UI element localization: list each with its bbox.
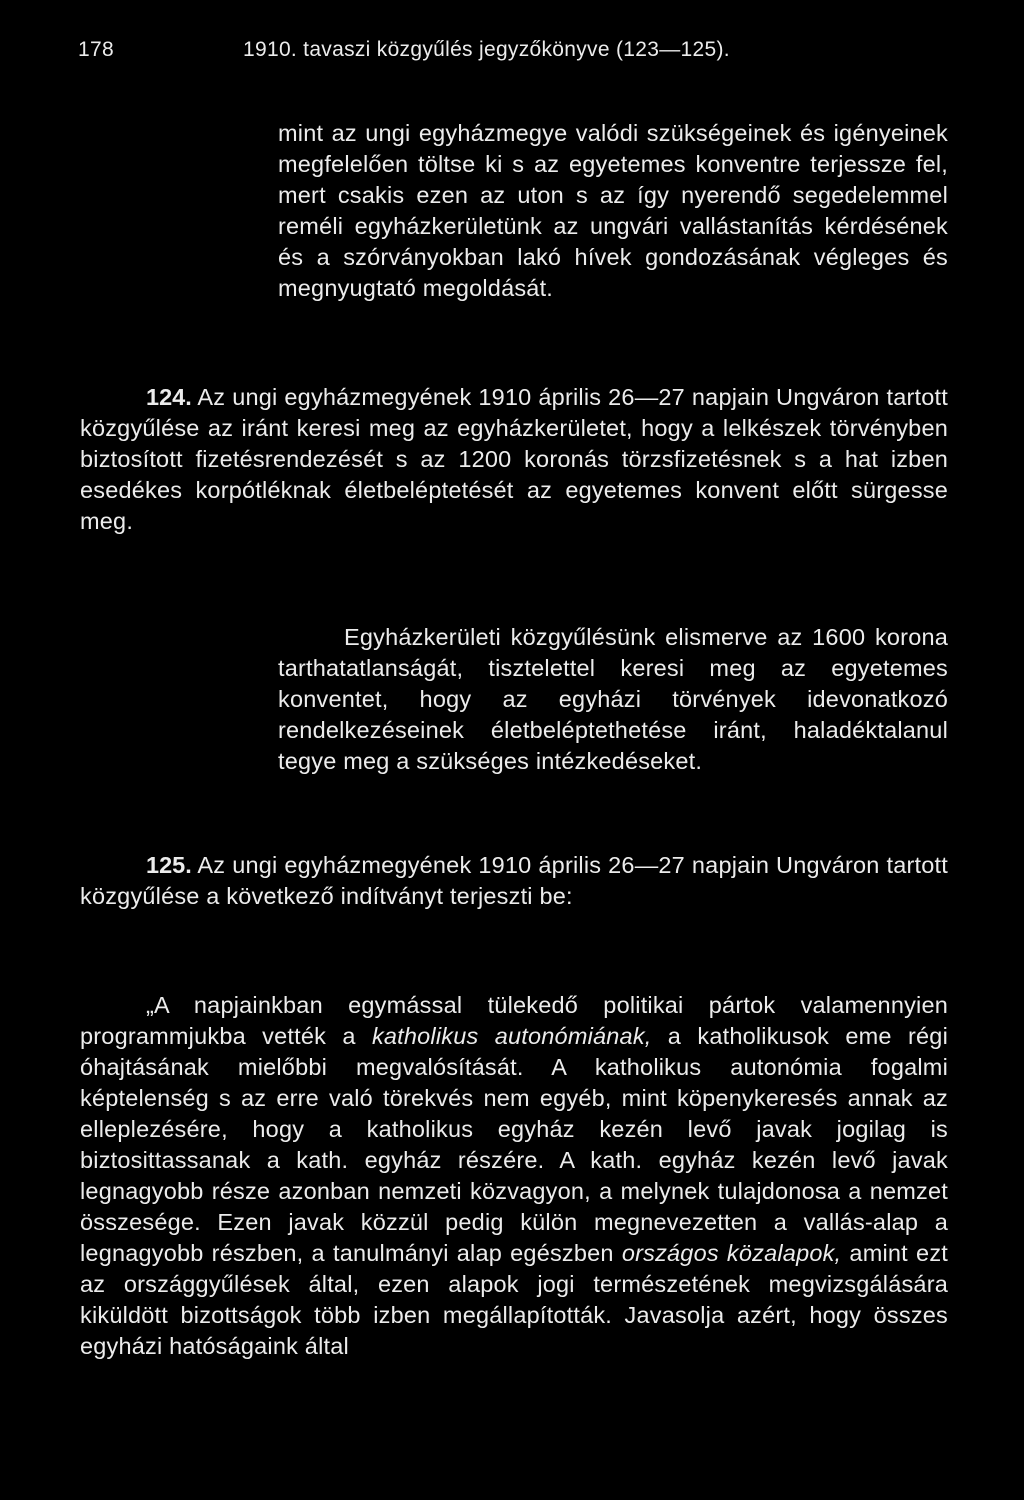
paragraph-text: Az ungi egyházmegyének 1910 április 26—27 napjain Ungváron tartott közgyűlése a következő indítványt terjeszti be:: [80, 852, 948, 909]
section-number: 124.: [146, 384, 192, 410]
italic-phrase: országos közalapok,: [621, 1240, 842, 1266]
paragraph-text: a katholikusok eme régi óhajtásának mielőbbi megvalósítását. A katholikus autonómia fogalmi képtelenség s az erre való törekvés nem egyéb, mint köpenykeresés annak az elleplezésére, hogy a katholikus egyház kezén levő javak jogilag is biztosittassanak a kath. egyház részére. A kath. egyház kezén levő javak legnagyobb része azonban nemzeti közvagyon, a melynek tulajdonosa a nemzet összesége. Ezen javak közzül pedig külön megnevezetten a vallás-alap a legnagyobb részben, a tanulmányi alap egészben: [80, 1023, 948, 1266]
paragraph-text: amint ezt az országgyűlések által, ezen alapok jogi természetének megvizsgálására kiküldött bizottságok több izben megállapították. Javasolja azért, hogy összes egyházi hatóságaink által: [80, 1240, 948, 1359]
paragraph-quotation: [80, 990, 948, 1362]
paragraph-text: mint az ungi egyházmegye valódi szükségeinek és igényeinek megfelelően töltse ki s az egyetemes konventre terjessze fel, mert csakis ezen az uton s az így nyerendő segedelemmel reméli egyházkerületünk az ungvári vallástanítás kérdésének és a szórványokban lakó hívek gondozásának végleges és megnyugtató megoldását.: [278, 120, 948, 301]
running-header: [78, 38, 958, 68]
paragraph-125: [80, 850, 948, 912]
section-number: 125.: [146, 852, 192, 878]
paragraph-124: [80, 382, 948, 537]
paragraph-resolution: [278, 622, 948, 777]
paragraph-text: Az ungi egyházmegyének 1910 április 26—27 napjain Ungváron tartott közgyűlése az iránt keresi meg az egyházkerületet, hogy a lelkészek törvényben biztosított fizetésrendezését s az 1200 koronás törzsfizetésnek s a hat izben esedékes korpótléknak életbeléptetését az egyetemes konvent előtt sürgesse meg.: [80, 384, 948, 534]
running-title: 1910. tavaszi közgyűlés jegyzőkönyve (123—125).: [243, 38, 730, 61]
paragraph-text: Egyházkerületi közgyűlésünk elismerve az 1600 korona tarthatatlanságát, tisztelettel keresi meg az egyetemes konventet, hogy az egyházi törvények idevonatkozó rendelkezéseinek életbeléptethetése iránt, haladéktalanul tegye meg a szükséges intézkedéseket.: [278, 624, 948, 774]
italic-phrase: katholikus autonómiának,: [371, 1023, 652, 1049]
paragraph-text: „A napjainkban egymással tülekedő politikai pártok valamennyien programmjukba vették a: [80, 992, 948, 1049]
paragraph-continuation: [278, 118, 948, 304]
page-number: 178: [78, 38, 114, 61]
